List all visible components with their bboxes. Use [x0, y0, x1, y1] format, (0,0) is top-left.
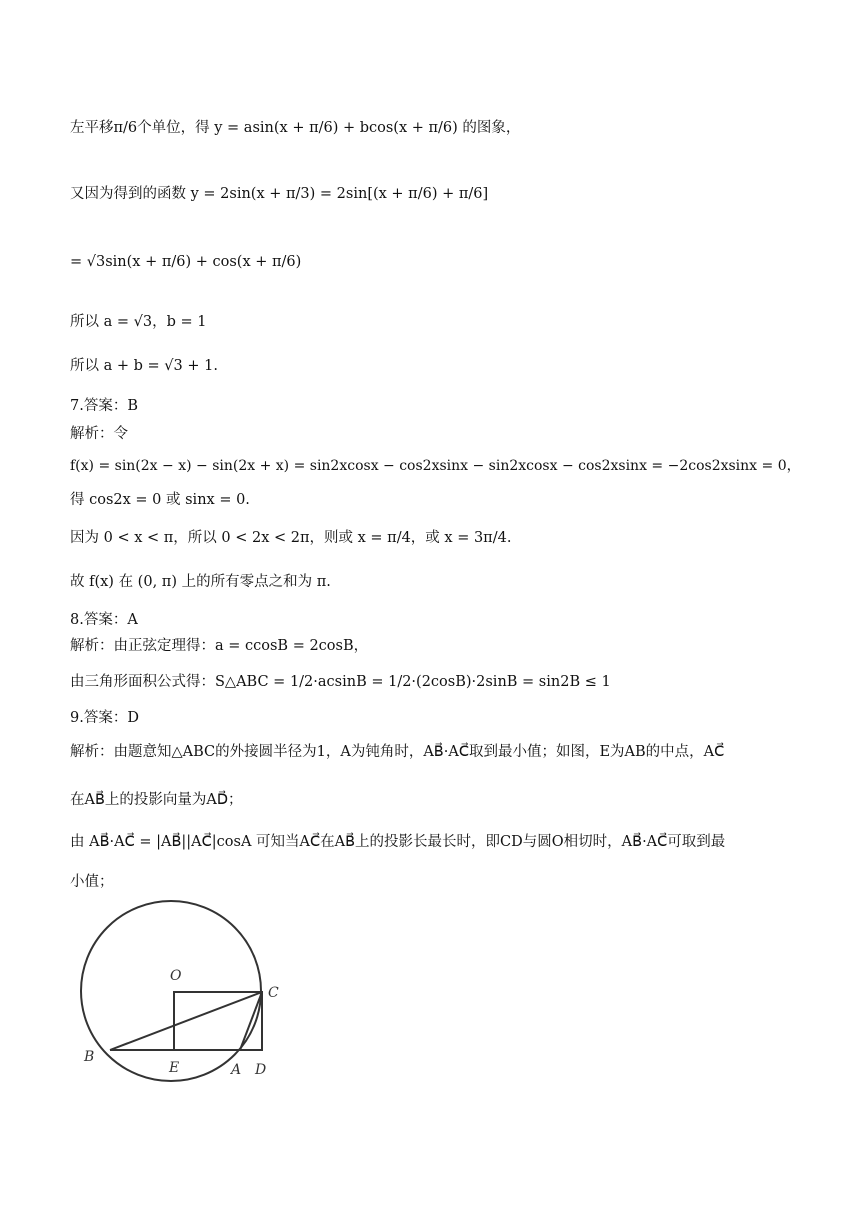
analysis-9-projection: 在AB⃗上的投影向量为AD⃗；: [70, 792, 243, 808]
text-line-expansion: = √3sin(x + π/6) + cos(x + π/6): [70, 254, 302, 270]
segment-bc: [110, 992, 262, 1050]
answer-9: 9.答案：D: [70, 710, 139, 726]
analysis-8-sine-law: 解析：由正弦定理得：a = ccosB = 2cosB，: [70, 638, 369, 654]
answer-8: 8.答案：A: [70, 612, 138, 628]
analysis-9-tangent: 由 AB⃗·AC⃗ = |AB⃗||AC⃗|cosA 可知当AC⃗在AB⃗上的投影长最长时，即CD与圆O相切时，AB⃗·AC⃗可取到最: [70, 834, 726, 850]
analysis-7-conclusion: 故 f(x) 在 (0, π) 上的所有零点之和为 π.: [70, 574, 331, 590]
geometry-figure: [76, 900, 291, 1085]
answer-7: 7.答案：B: [70, 398, 138, 414]
analysis-9-min: 小值；: [70, 874, 114, 890]
analysis-9-intro: 解析：由题意知△ABC的外接圆半径为1，A为钝角时，AB⃗·AC⃗取到最小值；如图，E为AB的中点，AC⃗: [70, 744, 725, 760]
analysis-7-result: 得 cos2x = 0 或 sinx = 0.: [70, 492, 250, 508]
analysis-7-equation: f(x) = sin(2x − x) − sin(2x + x) = sin2xcosx − cos2xsinx − sin2xcosx − cos2xsinx = −2cos2xsinx = 0，: [70, 458, 801, 474]
segment-ac: [240, 992, 262, 1050]
text-line-ab-values: 所以 a = √3，b = 1: [70, 314, 207, 330]
analysis-7-intro: 解析：令: [70, 426, 128, 442]
label-c: C: [268, 985, 279, 1001]
label-a: A: [231, 1062, 242, 1078]
text-line-ab-sum: 所以 a + b = √3 + 1.: [70, 358, 218, 374]
analysis-8-area: 由三角形面积公式得：S△ABC = 1/2·acsinB = 1/2·(2cosB)·2sinB = sin2B ≤ 1: [70, 674, 611, 690]
text-line-function: 又因为得到的函数 y = 2sin(x + π/3) = 2sin[(x + π/6) + π/6]: [70, 186, 489, 202]
label-e: E: [169, 1060, 180, 1076]
label-d: D: [255, 1062, 267, 1078]
analysis-7-interval: 因为 0 < x < π，所以 0 < 2x < 2π，则或 x = π/4，或 x = 3π/4.: [70, 530, 512, 546]
label-o: O: [170, 968, 182, 984]
label-b: B: [84, 1049, 95, 1065]
text-line-shift: 左平移π/6个单位，得 y = asin(x + π/6) + bcos(x + π/6) 的图象，: [70, 120, 521, 136]
